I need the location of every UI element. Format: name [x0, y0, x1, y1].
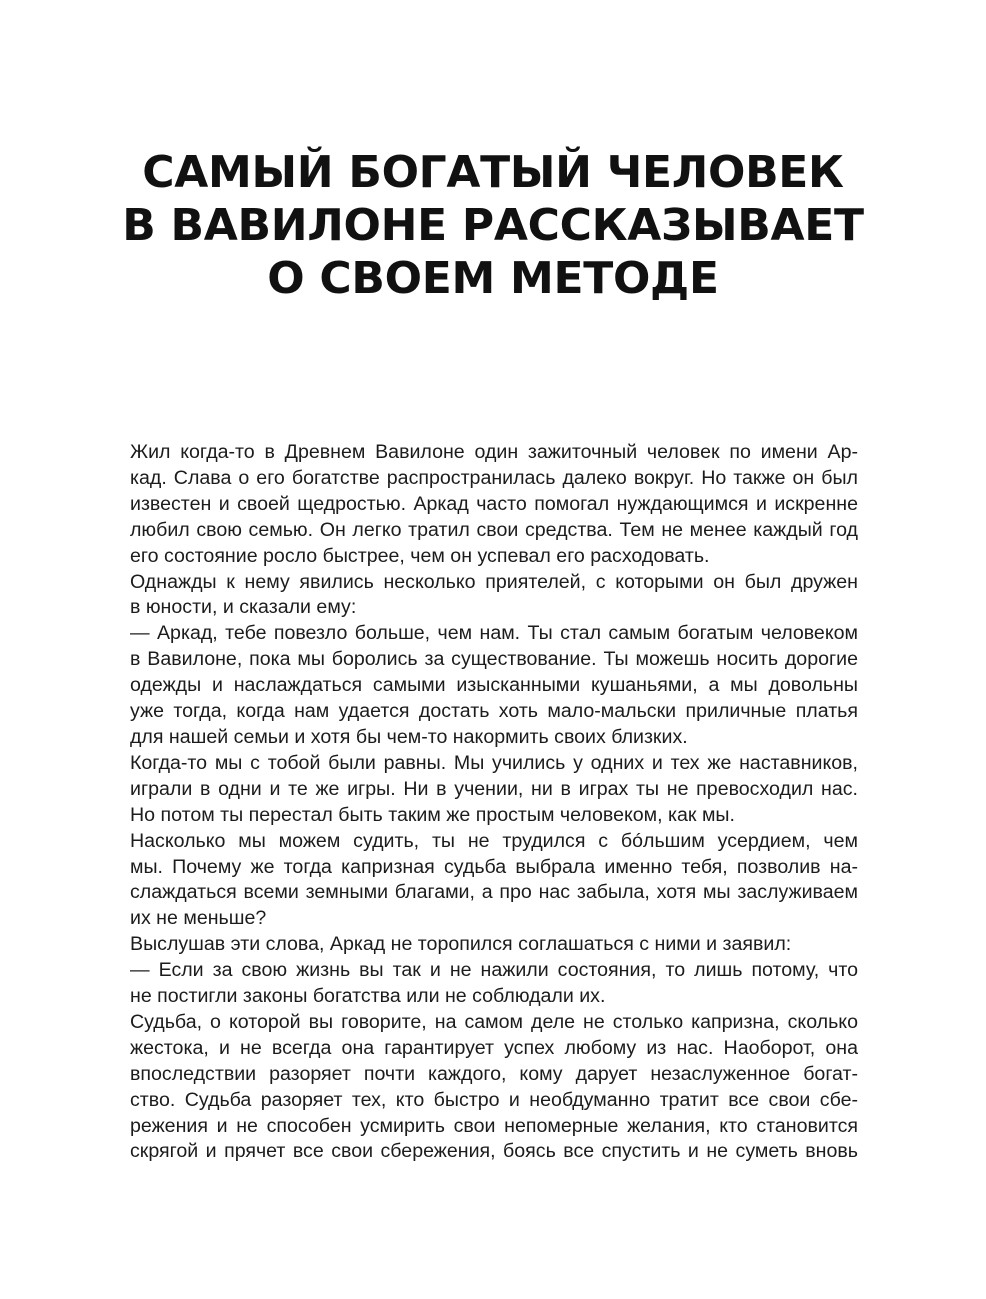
paragraph-line: Жил когда-то в Древнем Вавилоне один зажиточный человек по имени Ар- [130, 441, 858, 463]
body-text [102, 440, 858, 1165]
paragraph-line: мы. Почему же тогда капризная судьба выбрала именно тебя, позволив на- [130, 855, 858, 878]
chapter-title-line: САМЫЙ БОГАТЫЙ ЧЕЛОВЕК [142, 147, 844, 198]
paragraph-line: жестока, и не всегда она гарантирует успех любому из нас. Наоборот, она [130, 1036, 858, 1059]
paragraph-line: в Вавилоне, пока мы боролись за существование. Ты можешь носить дорогие [130, 648, 858, 671]
chapter-title-line: О СВОЕМ МЕТОДЕ [267, 253, 719, 304]
paragraph [102, 958, 858, 1010]
paragraph [102, 1010, 858, 1165]
paragraph-line: известен и своей щедростью. Аркад часто помогал нуждающимся и искренне [130, 492, 858, 515]
paragraph-line: их не меньше? [130, 907, 267, 930]
paragraph-line: кад. Слава о его богатстве распространилась далеко вокруг. Но также он был [130, 466, 858, 489]
paragraph-line: не постигли законы богатства или не соблюдали их. [130, 985, 606, 1008]
paragraph-line: его состояние росло быстрее, чем он успевал его расходовать. [130, 544, 710, 567]
paragraph-line: — Если за свою жизнь вы так и не нажили состояния, то лишь потому, что [130, 959, 858, 982]
paragraph-line: — Аркад, тебе повезло больше, чем нам. Ты стал самым богатым человеком [130, 622, 858, 645]
paragraph [102, 440, 858, 570]
paragraph-line: режения и не способен усмирить свои непомерные желания, кто становится [130, 1114, 858, 1137]
chapter-title [60, 146, 926, 305]
paragraph-line: играли в одни и те же игры. Ни в учении, ни в играх ты не превосходил нас. [130, 777, 858, 800]
paragraph [102, 932, 858, 958]
paragraph-line: слаждаться всеми земными благами, а про нас забыла, хотя мы заслуживаем [130, 881, 858, 904]
paragraph-line: ство. Судьба разоряет тех, кто быстро и необдуманно тратит все свои сбе- [130, 1088, 858, 1111]
paragraph [102, 829, 858, 933]
paragraph-line: для нашей семьи и хотя бы чем-то накормить своих близких. [130, 725, 688, 748]
paragraph-line: любил свою семью. Он легко тратил свои средства. Тем не менее каждый год [130, 518, 858, 541]
paragraph [102, 751, 858, 829]
paragraph-line: уже тогда, когда нам удается достать хоть мало-мальски приличные платья [130, 700, 858, 723]
paragraph-line: Судьба, о которой вы говорите, на самом деле не столько капризна, сколько [130, 1010, 858, 1033]
paragraph-line: впоследствии разоряет почти каждого, кому дарует незаслуженное богат- [130, 1062, 858, 1085]
paragraph [102, 621, 858, 751]
paragraph-line: Выслушав эти слова, Аркад не торопился соглашаться с ними и заявил: [130, 933, 792, 956]
paragraph-line: Насколько мы можем судить, ты не трудился с бóльшим усердием, чем [130, 829, 858, 852]
chapter-title-line: В ВАВИЛОНЕ РАССКАЗЫВАЕТ [122, 200, 864, 251]
paragraph-line: Но потом ты перестал быть таким же простым человеком, как мы. [130, 803, 735, 826]
paragraph [102, 570, 858, 622]
paragraph-line: Когда-то мы с тобой были равны. Мы учились у одних и тех же наставников, [130, 751, 858, 774]
paragraph-line: одежды и наслаждаться самыми изысканными кушаньями, а мы довольны [130, 674, 858, 697]
paragraph-line: в юности, и сказали ему: [130, 596, 357, 619]
paragraph-line: Однажды к нему явились несколько приятелей, с которыми он был дружен [130, 570, 858, 593]
paragraph-line: скрягой и прячет все свои сбережения, боясь все спустить и не суметь вновь [130, 1140, 858, 1163]
